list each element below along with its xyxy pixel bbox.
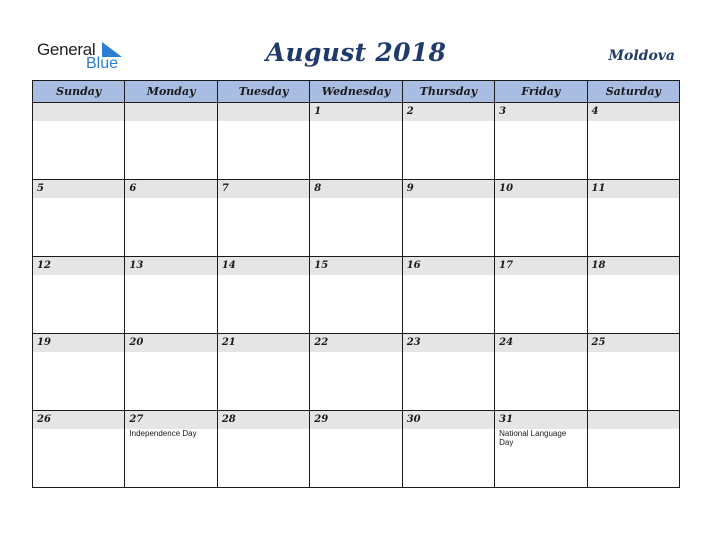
logo-text-blue: Blue bbox=[86, 55, 119, 72]
weekday-header: Tuesday bbox=[217, 81, 309, 103]
day-cell bbox=[402, 411, 494, 488]
day-number: 14 bbox=[218, 257, 309, 275]
day-number: 26 bbox=[33, 411, 124, 429]
week-row bbox=[33, 257, 680, 334]
day-cell bbox=[310, 180, 402, 257]
day-number bbox=[33, 103, 124, 121]
day-number bbox=[588, 411, 679, 429]
week-row bbox=[33, 411, 680, 488]
day-number: 5 bbox=[33, 180, 124, 198]
day-cell bbox=[310, 334, 402, 411]
day-cell bbox=[33, 180, 125, 257]
day-number: 1 bbox=[310, 103, 401, 121]
day-cell bbox=[33, 411, 125, 488]
weekday-header: Saturday bbox=[587, 81, 679, 103]
day-number: 3 bbox=[495, 103, 586, 121]
weekday-header: Monday bbox=[125, 81, 217, 103]
calendar-title: August 2018 bbox=[265, 38, 447, 67]
day-cell bbox=[587, 411, 679, 488]
day-cell bbox=[217, 334, 309, 411]
calendar-grid bbox=[32, 80, 680, 488]
day-cell bbox=[125, 103, 217, 180]
day-cell bbox=[217, 180, 309, 257]
day-number: 4 bbox=[588, 103, 679, 121]
day-number: 11 bbox=[588, 180, 679, 198]
day-number: 18 bbox=[588, 257, 679, 275]
day-number: 21 bbox=[218, 334, 309, 352]
day-cell bbox=[587, 257, 679, 334]
day-number: 23 bbox=[403, 334, 494, 352]
day-cell bbox=[217, 257, 309, 334]
day-number: 15 bbox=[310, 257, 401, 275]
day-number: 20 bbox=[125, 334, 216, 352]
day-cell bbox=[402, 257, 494, 334]
week-row bbox=[33, 103, 680, 180]
day-cell bbox=[495, 334, 587, 411]
day-cell bbox=[125, 180, 217, 257]
day-number: 24 bbox=[495, 334, 586, 352]
holiday-label: National Language Day bbox=[499, 429, 567, 447]
day-cell bbox=[495, 103, 587, 180]
day-cell bbox=[217, 411, 309, 488]
day-cell bbox=[587, 334, 679, 411]
day-cell bbox=[217, 103, 309, 180]
weekday-header: Thursday bbox=[402, 81, 494, 103]
day-number: 29 bbox=[310, 411, 401, 429]
day-cell bbox=[495, 180, 587, 257]
day-number bbox=[125, 103, 216, 121]
day-cell bbox=[402, 103, 494, 180]
day-number: 7 bbox=[218, 180, 309, 198]
day-cell bbox=[33, 334, 125, 411]
day-number: 9 bbox=[403, 180, 494, 198]
day-cell bbox=[310, 257, 402, 334]
day-cell bbox=[495, 411, 587, 488]
day-number: 30 bbox=[403, 411, 494, 429]
day-number: 22 bbox=[310, 334, 401, 352]
day-cell bbox=[125, 257, 217, 334]
day-number: 2 bbox=[403, 103, 494, 121]
day-cell bbox=[587, 103, 679, 180]
day-number: 12 bbox=[33, 257, 124, 275]
holiday-label: Independence Day bbox=[129, 429, 197, 438]
day-cell bbox=[310, 411, 402, 488]
week-row bbox=[33, 180, 680, 257]
day-cell bbox=[310, 103, 402, 180]
week-row bbox=[33, 334, 680, 411]
day-number: 13 bbox=[125, 257, 216, 275]
logo-text-general: General bbox=[37, 40, 96, 59]
day-cell bbox=[33, 103, 125, 180]
day-number: 17 bbox=[495, 257, 586, 275]
day-cell bbox=[587, 180, 679, 257]
weekday-header-row bbox=[33, 81, 680, 103]
day-cell bbox=[402, 180, 494, 257]
day-number: 27 bbox=[125, 411, 216, 429]
weekday-header: Friday bbox=[495, 81, 587, 103]
day-number: 31 bbox=[495, 411, 586, 429]
day-cell bbox=[125, 334, 217, 411]
day-cell bbox=[495, 257, 587, 334]
day-cell bbox=[125, 411, 217, 488]
day-number: 6 bbox=[125, 180, 216, 198]
day-cell bbox=[33, 257, 125, 334]
country-label: Moldova bbox=[608, 48, 675, 64]
weekday-header: Sunday bbox=[33, 81, 125, 103]
day-number: 19 bbox=[33, 334, 124, 352]
day-number bbox=[218, 103, 309, 121]
day-number: 10 bbox=[495, 180, 586, 198]
day-number: 8 bbox=[310, 180, 401, 198]
day-number: 28 bbox=[218, 411, 309, 429]
day-cell bbox=[402, 334, 494, 411]
day-number: 25 bbox=[588, 334, 679, 352]
weekday-header: Wednesday bbox=[310, 81, 402, 103]
day-number: 16 bbox=[403, 257, 494, 275]
